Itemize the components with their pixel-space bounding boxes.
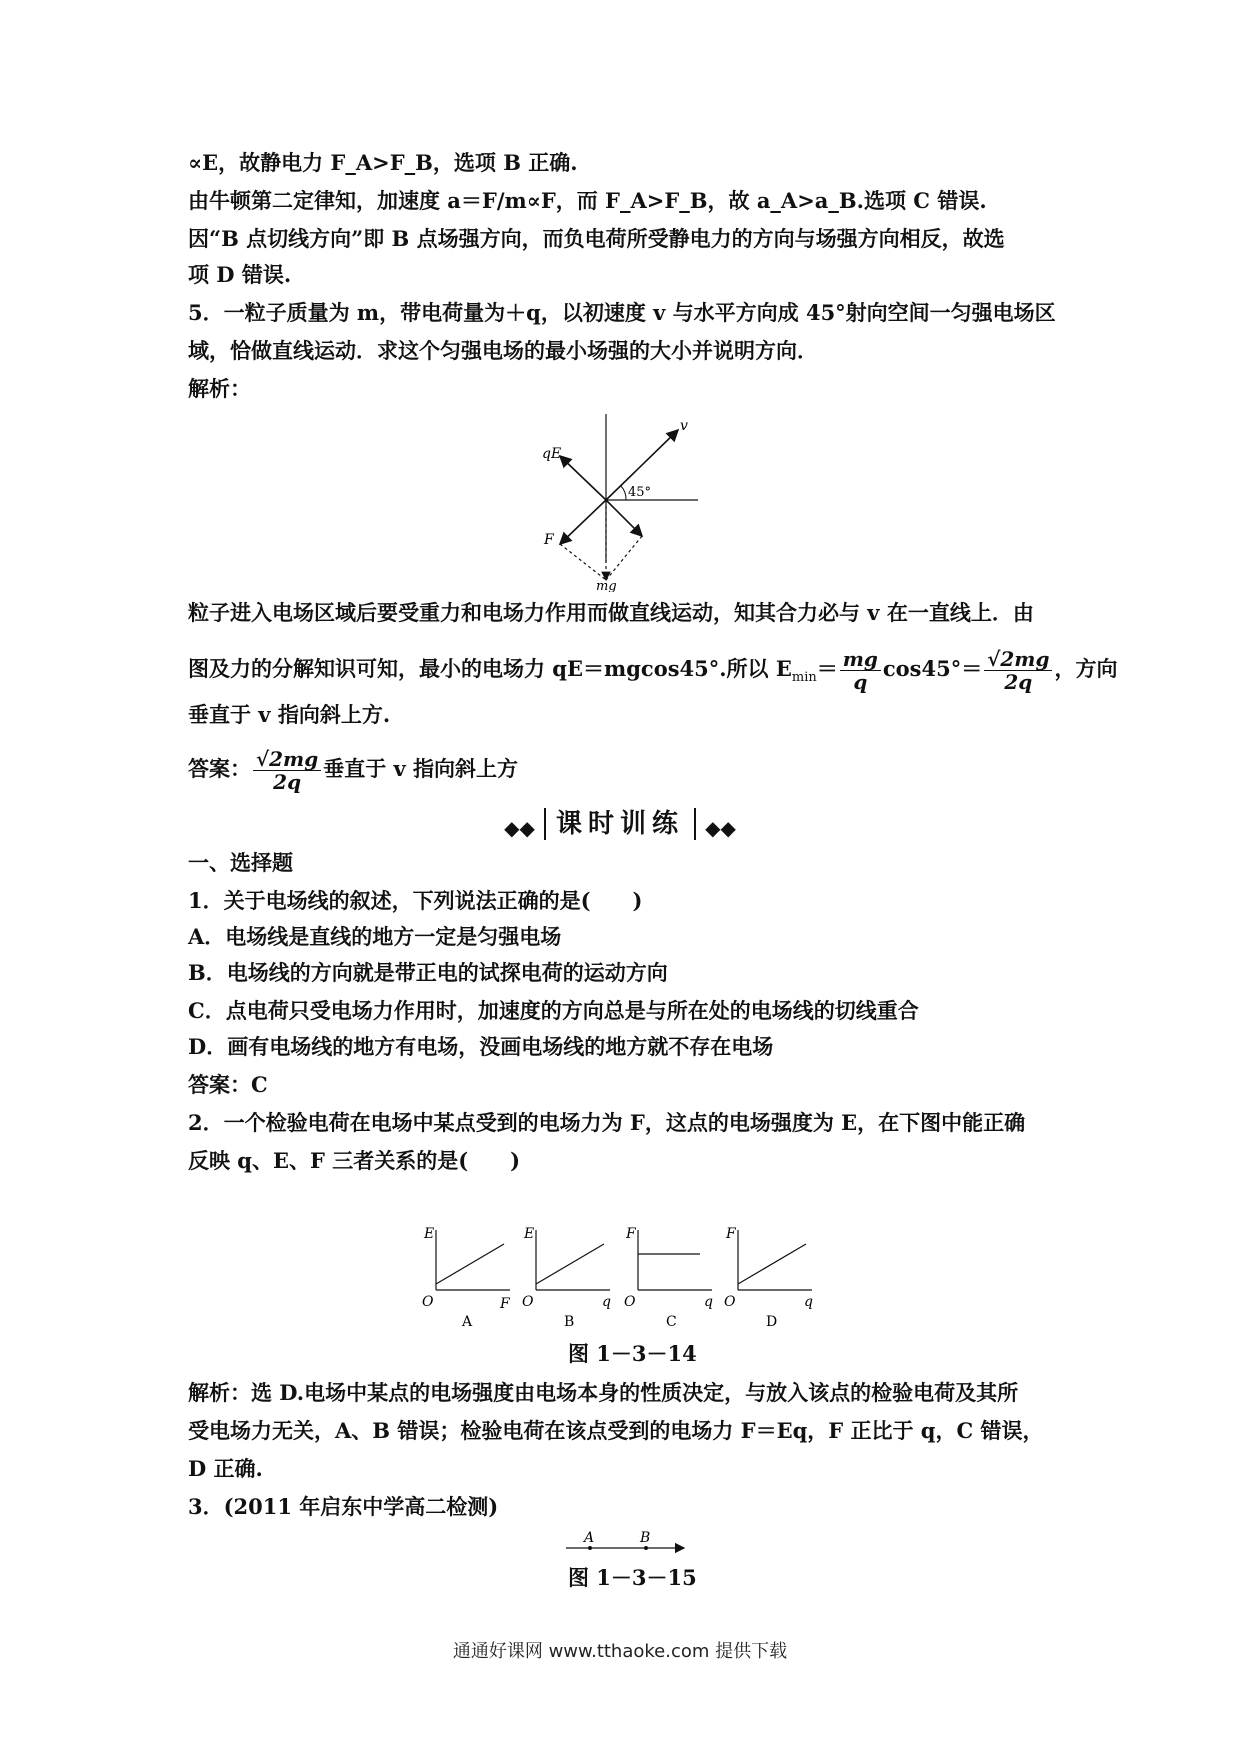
graph-b <box>518 1222 618 1332</box>
text-span: ，方向 <box>1054 656 1118 681</box>
graph-b-x: q <box>602 1294 611 1310</box>
graph-a-label: A <box>462 1314 473 1330</box>
text-line: 受电场力无关，A、B 错误；检验电荷在该点受到的电场力 F＝Eq，F 正比于 q，C 错误， <box>188 1418 1044 1443</box>
solution-2: 解析：选 D.电场中某点的电场强度由电场本身的性质决定，与放入该点的检验电荷及其所 <box>188 1380 1019 1405</box>
graph-a-x: F <box>500 1296 510 1312</box>
option-c: C．点电荷只受电场力作用时，加速度的方向总是与所在处的电场线的切线重合 <box>188 998 919 1023</box>
decor-right: ◆◆ <box>705 815 736 840</box>
graph-a-y: E <box>424 1226 435 1242</box>
graph-c-label: C <box>666 1314 677 1330</box>
point-b: B <box>640 1530 651 1546</box>
fraction-mg-over-q: $\frac{mg}{q}$ <box>840 648 881 693</box>
question-1: 1．关于电场线的叙述，下列说法正确的是( ) <box>188 888 643 913</box>
figure-caption-14: 图 1－3－14 <box>568 1341 697 1366</box>
figure-caption-15: 图 1－3－15 <box>568 1565 697 1590</box>
text-line: ∝E，故静电力 F_A>F_B，选项 B 正确. <box>188 150 578 175</box>
graph-c-o: O <box>624 1294 636 1310</box>
subscript: min <box>791 670 817 686</box>
text-line <box>188 647 1118 694</box>
graph-d-y: F <box>726 1226 736 1242</box>
label-v: v <box>680 418 688 434</box>
graph-c-x: q <box>704 1294 713 1310</box>
text-line: 由牛顿第二定律知，加速度 a＝F/m∝F，而 F_A>F_B，故 a_A>a_B.选项 C 错误. <box>188 188 987 213</box>
option-d: D．画有电场线的地方有电场，没画电场线的地方就不存在电场 <box>188 1034 774 1059</box>
question-3: 3．(2011 年启东中学高二检测) <box>188 1494 499 1519</box>
answer-label: 答案： <box>188 756 251 781</box>
text-line: D 正确. <box>188 1456 263 1481</box>
graph-d-x: q <box>804 1294 813 1310</box>
footer-watermark: 通通好课网 www.tthaoke.com 提供下载 <box>452 1641 788 1662</box>
text-span: ＝ <box>816 656 838 681</box>
graph-d-o: O <box>724 1294 736 1310</box>
graph-d-label: D <box>766 1314 778 1330</box>
question-5: 5．一粒子质量为 m，带电荷量为＋q，以初速度 v 与水平方向成 45°射向空间一匀强电场区 <box>188 300 1056 325</box>
decor-left: ◆◆ <box>504 815 535 840</box>
text-span: 图及力的分解知识可知，最小的电场力 qE＝mgcos45°.所以 E <box>188 656 792 681</box>
graph-c-y: F <box>626 1226 636 1242</box>
option-a: A．电场线是直线的地方一定是匀强电场 <box>188 924 562 949</box>
label-F: F <box>544 532 554 548</box>
graph-c <box>620 1222 720 1332</box>
text-line: 反映 q、E、F 三者关系的是( ) <box>188 1148 521 1173</box>
answer-fraction: $\frac{√2mg}{2q}$ <box>253 748 321 793</box>
section-title-band <box>0 808 1240 842</box>
force-diagram <box>530 412 710 592</box>
graph-d <box>720 1222 820 1332</box>
graph-b-y: E <box>524 1226 535 1242</box>
label-angle: 45° <box>628 485 652 500</box>
text-line: 项 D 错误. <box>188 262 292 287</box>
text-line: 垂直于 v 指向斜上方. <box>188 702 391 727</box>
question-2: 2．一个检验电荷在电场中某点受到的电场力为 F，这点的电场强度为 E，在下图中能正确 <box>188 1110 1026 1135</box>
section-title: 课时训练 <box>544 808 696 840</box>
answer-text: 垂直于 v 指向斜上方 <box>323 756 519 781</box>
text-line: 域，恰做直线运动．求这个匀强电场的最小场强的大小并说明方向． <box>188 338 818 363</box>
answer-line <box>188 748 1068 793</box>
figure-15-line <box>560 1528 690 1558</box>
section-heading: 一、选择题 <box>188 850 293 875</box>
answer-1: 答案：C <box>188 1072 268 1097</box>
fraction-sqrt2mg-over-2q: $\frac{√2mg}{2q}$ <box>984 648 1052 693</box>
label-qE: qE <box>542 446 562 462</box>
option-b: B．电场线的方向就是带正电的试探电荷的运动方向 <box>188 960 668 985</box>
label-mg: mg <box>596 579 617 592</box>
graph-a-o: O <box>422 1294 434 1310</box>
text-span: cos45°＝ <box>882 656 983 681</box>
text-line: 因“B 点切线方向”即 B 点场强方向，而负电荷所受静电力的方向与场强方向相反，故选 <box>188 226 1005 251</box>
graph-a <box>418 1222 518 1332</box>
text-line: 粒子进入电场区域后要受重力和电场力作用而做直线运动，知其合力必与 v 在一直线上．由 <box>188 600 1034 625</box>
graph-b-label: B <box>564 1314 575 1330</box>
solution-label: 解析： <box>188 376 251 401</box>
point-a: A <box>584 1530 595 1546</box>
graph-b-o: O <box>522 1294 534 1310</box>
